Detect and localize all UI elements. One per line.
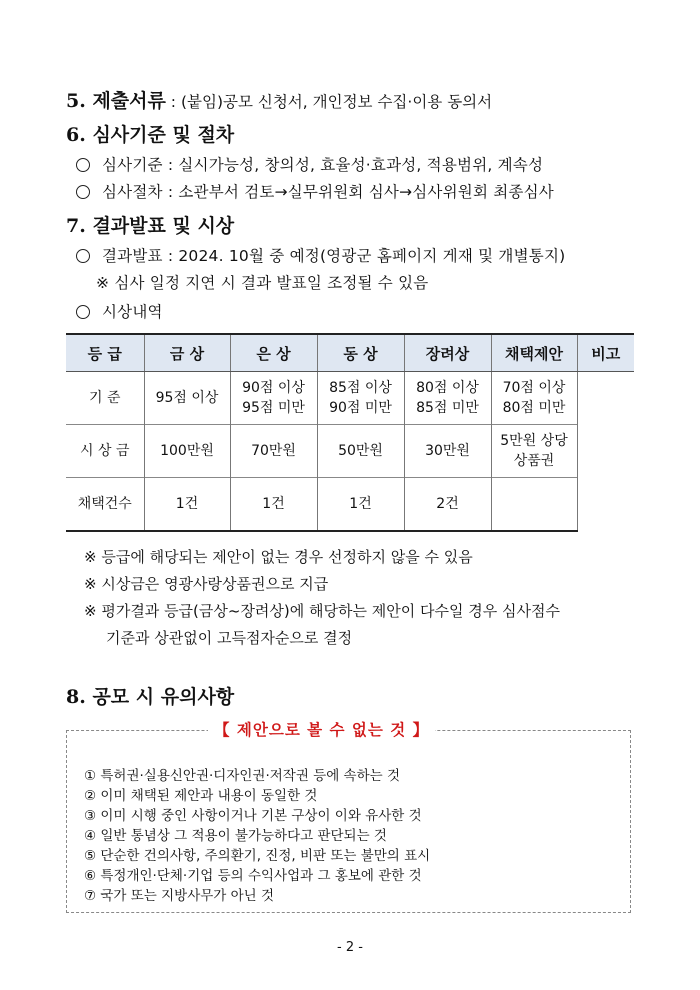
caution-box-title: 【 제안으로 볼 수 없는 것 】 (208, 718, 435, 740)
table-cell: 30만원 (404, 425, 491, 478)
table-row (66, 478, 634, 532)
circle-bullet-icon (76, 158, 90, 172)
note-2: ※ 시상금은 영광사랑상품권으로 지급 (84, 575, 329, 593)
award-label-line (76, 300, 163, 322)
header-adopted: 채택제안 (491, 334, 577, 372)
criteria-line (76, 153, 543, 175)
table-cell: 95점 이상 (144, 372, 230, 425)
table-cell: 1건 (317, 478, 404, 532)
section-6-title: 6. 심사기준 및 절차 (66, 124, 235, 146)
announce-line (76, 244, 565, 266)
header-silver: 은 상 (230, 334, 317, 372)
list-item: ① 특허권·실용신안권·디자인권·저작권 등에 속하는 것 (84, 768, 401, 784)
header-remarks: 비고 (577, 334, 634, 372)
table-cell: 5만원 상당 상품권 (491, 425, 577, 478)
note-1: ※ 등급에 해당되는 제안이 없는 경우 선정하지 않을 수 있음 (84, 548, 473, 566)
section-5-body: : (붙임)공모 신청서, 개인정보 수집·이용 동의서 (165, 93, 493, 111)
list-item: ② 이미 채택된 제안과 내용이 동일한 것 (84, 788, 318, 804)
list-item: ④ 일반 통념상 그 적용이 불가능하다고 판단되는 것 (84, 828, 387, 844)
award-label: 시상내역 (102, 303, 163, 321)
header-bronze: 동 상 (317, 334, 404, 372)
table-cell: 채택건수 (66, 478, 144, 532)
table-row (66, 372, 634, 425)
note-3-cont: 기준과 상관없이 고득점자순으로 결정 (106, 629, 353, 647)
table-cell: 1건 (144, 478, 230, 532)
table-cell: 70점 이상 80점 미만 (491, 372, 577, 425)
list-item: ⑤ 단순한 건의사항, 주의환기, 진정, 비판 또는 불만의 표시 (84, 848, 431, 864)
table-cell: 90점 이상 95점 미만 (230, 372, 317, 425)
criteria-text: 심사기준 : 실시가능성, 창의성, 효율성·효과성, 적용범위, 계속성 (102, 156, 544, 174)
header-gold: 금 상 (144, 334, 230, 372)
table-cell: 70만원 (230, 425, 317, 478)
table-cell: 80점 이상 85점 미만 (404, 372, 491, 425)
circle-bullet-icon (76, 305, 90, 319)
procedure-text: 심사절차 : 소관부서 검토→실무위원회 심사→심사위원회 최종심사 (102, 183, 554, 201)
table-cell: 시 상 금 (66, 425, 144, 478)
circle-bullet-icon (76, 185, 90, 199)
section-8-title: 8. 공모 시 유의사항 (66, 686, 235, 708)
header-encourage: 장려상 (404, 334, 491, 372)
list-item: ⑦ 국가 또는 지방사무가 아닌 것 (84, 888, 275, 904)
section-5-title: 5. 제출서류 (66, 90, 166, 112)
page-number: - 2 - (337, 940, 363, 955)
table-cell: 100만원 (144, 425, 230, 478)
circle-bullet-icon (76, 249, 90, 263)
award-table (66, 333, 634, 532)
section-5 (66, 86, 492, 113)
remarks-cell (577, 372, 634, 532)
note-3: ※ 평가결과 등급(금상~장려상)에 해당하는 제안이 다수일 경우 심사점수 (84, 602, 560, 620)
table-cell: 50만원 (317, 425, 404, 478)
table-cell: 2건 (404, 478, 491, 532)
announce-text: 결과발표 : 2024. 10월 중 예정(영광군 홈페이지 게재 및 개별통지) (102, 247, 566, 265)
list-item: ⑥ 특정개인·단체·기업 등의 수익사업과 그 홍보에 관한 것 (84, 868, 422, 884)
table-row (66, 425, 634, 478)
table-cell: 85점 이상 90점 미만 (317, 372, 404, 425)
header-grade: 등 급 (66, 334, 144, 372)
section-7-title: 7. 결과발표 및 시상 (66, 215, 235, 237)
list-item: ③ 이미 시행 중인 사항이거나 기본 구상이 이와 유사한 것 (84, 808, 422, 824)
procedure-line (76, 180, 554, 202)
table-cell: 기 준 (66, 372, 144, 425)
table-cell: 1건 (230, 478, 317, 532)
table-header-row (66, 334, 634, 372)
table-cell (491, 478, 577, 532)
announce-note: ※ 심사 일정 지연 시 결과 발표일 조정될 수 있음 (96, 274, 429, 292)
